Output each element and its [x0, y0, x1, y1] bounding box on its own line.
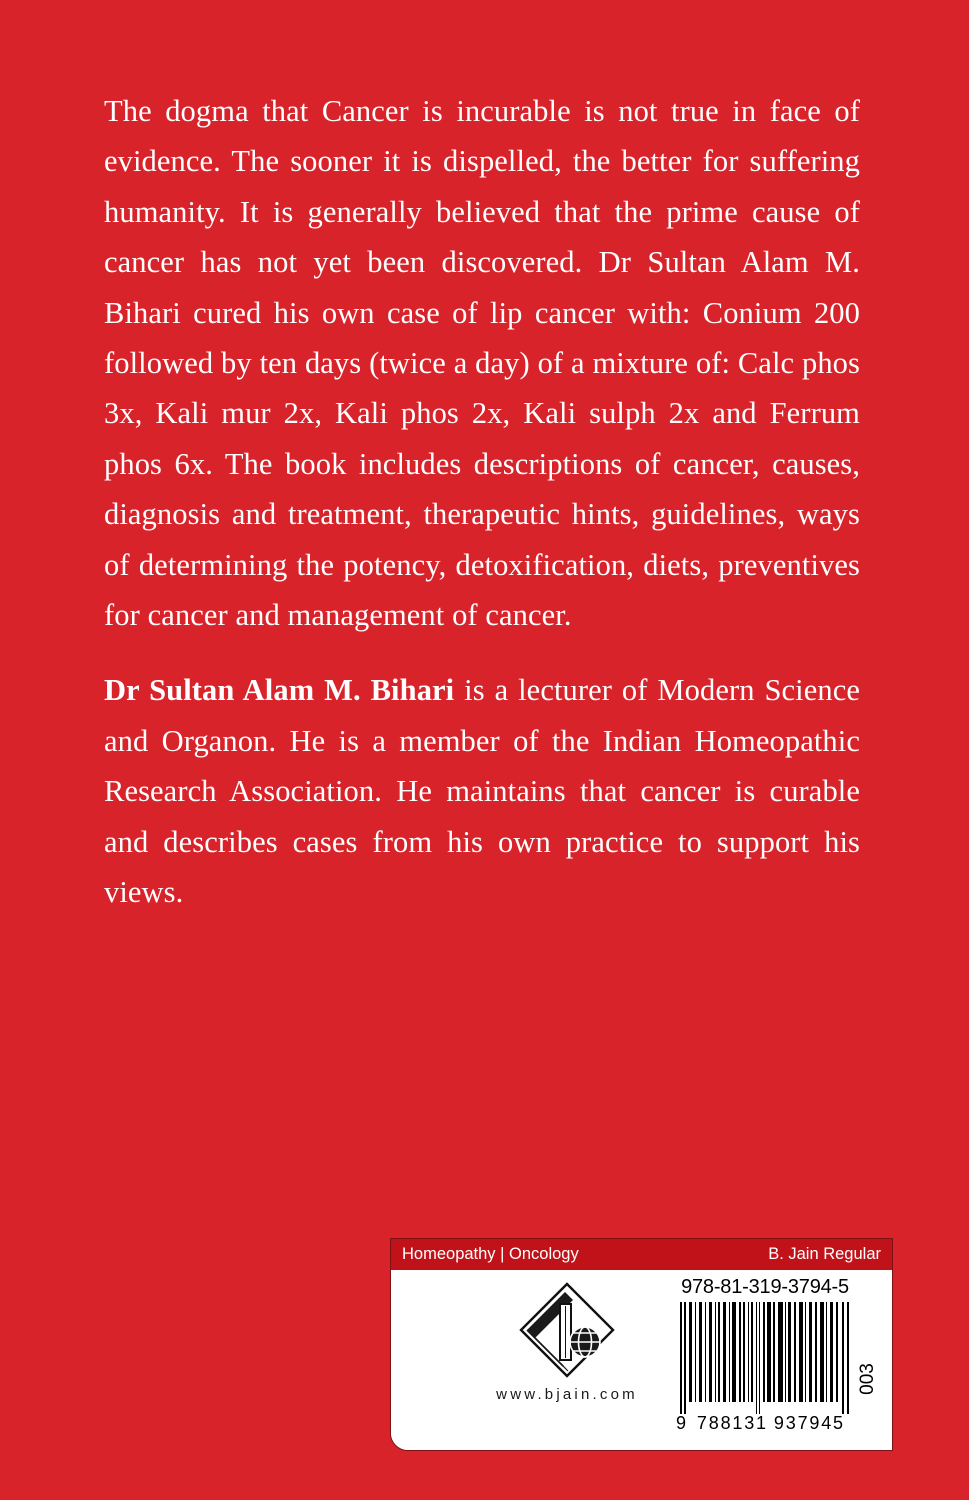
author-name: Dr Sultan Alam M. Bihari	[104, 673, 455, 708]
author-bio-text: is a lecturer of Modern Science and Organon. He is a member of the Indian Homeopathic Research Association. He maintains that cancer is curable and describes cases from his own practice to support his views.	[104, 673, 861, 910]
ean-left-group: 7 8 8 1 3 1	[696, 1413, 767, 1433]
publisher-website[interactable]: www.bjain.com	[496, 1386, 638, 1403]
bjain-diamond-book-globe-icon	[515, 1278, 619, 1382]
isbn-number: 978-81-319-3794-5	[681, 1276, 849, 1298]
ean13-barcode-image	[676, 1302, 854, 1414]
barcode-group	[672, 1276, 882, 1444]
ean-right-group: 9 3 7 9 4 5	[773, 1413, 844, 1433]
publisher-body	[391, 1270, 892, 1450]
ean13-digits	[676, 1413, 854, 1434]
supplement-code: 003	[857, 1363, 879, 1395]
imprint-label: B. Jain Regular	[768, 1245, 881, 1264]
publisher-barcode-block	[390, 1238, 893, 1451]
publisher-header-bar	[391, 1239, 892, 1270]
blurb-paragraph-2	[104, 665, 860, 917]
blurb-paragraph-1: The dogma that Cancer is incurable is not true in face of evidence. The sooner it is dispelled, the better for suffering humanity. It is generally believed that the prime cause of cancer has not yet been discovered. Dr Sultan Alam M. Bihari cured his own case of lip cancer with: Conium 200 followed by ten days (twice a day) of a mixture of: Calc phos 3x, Kali mur 2x, Kali phos 2x, Kali sulph 2x and Ferrum phos 6x. The book includes descriptions of cancer, causes, diagnosis and treatment, therapeutic hints, guidelines, ways of determining the potency, detoxification, diets, preventives for cancer and management of cancer.	[104, 94, 860, 633]
category-label: Homeopathy | Oncology	[402, 1245, 579, 1264]
back-cover-blurb	[104, 86, 860, 918]
ean-lead-digit: 9	[676, 1413, 687, 1433]
